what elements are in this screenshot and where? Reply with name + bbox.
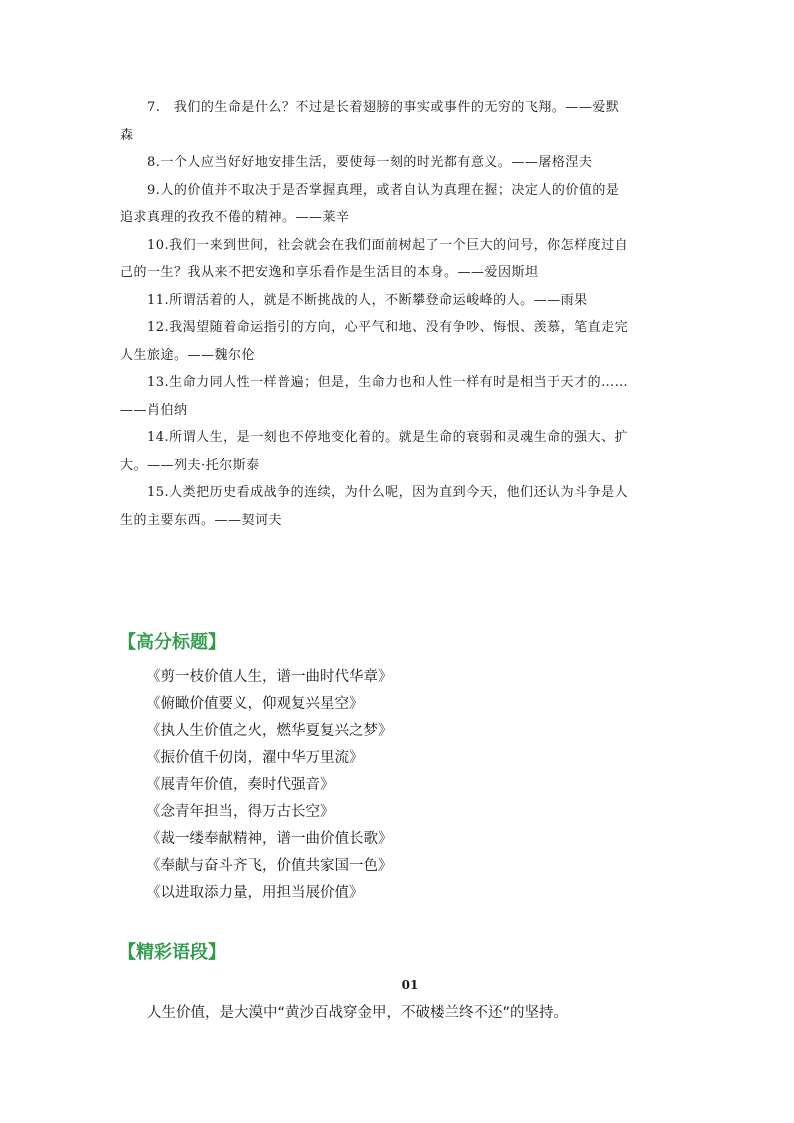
quote-list (120, 100, 680, 540)
title-item: 《剪一枝价值人生，谱一曲时代华章》 (146, 669, 393, 685)
title-item: 《以进取添力量，用担当展价值》 (146, 885, 364, 901)
section-heading-segments: 【精彩语段】 (118, 942, 226, 963)
quote-7-line-1: 7. 我们的生命是什么？不过是长着翅膀的事实或事件的无穷的飞翔。——爱默 (147, 100, 620, 115)
title-item: 《念青年担当，得万古长空》 (146, 804, 335, 820)
segment-number: 01 (401, 978, 419, 992)
quote-14-line-1: 14.所谓人生，是一刻也不停地变化着的。就是生命的衰弱和灵魂生命的强大、扩 (147, 430, 629, 445)
quote-13-line-2: ——肖伯纳 (120, 402, 188, 418)
title-item: 《执人生价值之火，燃华夏复兴之梦》 (146, 723, 393, 739)
quote-10-line-1: 10.我们一来到世间，社会就会在我们面前树起了一个巨大的问号，你怎样度过自 (147, 237, 629, 253)
quote-15-line-2: 生的主要东西。——契诃夫 (120, 512, 283, 528)
title-item: 《俯瞰价值要义，仰观复兴星空》 (146, 696, 364, 712)
quote-12-line-1: 12.我渴望随着命运指引的方向，心平气和地、没有争吵、悔恨、羡慕，笔直走完 (147, 320, 629, 335)
quote-11-line-1: 11.所谓活着的人，就是不断挑战的人，不断攀登命运峻峰的人。——雨果 (147, 292, 588, 308)
segment-paragraph: 人生价值，是大漠中“黄沙百战穿金甲，不破楼兰终不还”的坚持。 (147, 1005, 569, 1021)
quote-10-line-2: 己的一生？我从来不把安逸和享乐看作是生活目的本身。——爱因斯坦 (120, 265, 539, 280)
title-item: 《裁一缕奉献精神，谱一曲价值长歌》 (146, 831, 393, 847)
quote-12-line-2: 人生旅途。——魏尔伦 (120, 347, 256, 363)
title-list (146, 668, 393, 911)
section-heading-titles: 【高分标题】 (118, 632, 226, 653)
quote-14-line-2: 大。——列夫·托尔斯泰 (120, 457, 260, 473)
title-item: 《振价值千仞岗，濯中华万里流》 (146, 750, 364, 766)
quote-9-line-2: 追求真理的孜孜不倦的精神。——莱辛 (120, 210, 350, 225)
quote-8-line-1: 8.一个人应当好好地安排生活，要使每一刻的时光都有意义。——屠格涅夫 (147, 155, 593, 170)
title-item: 《奉献与奋斗齐飞，价值共家国一色》 (146, 858, 393, 874)
quote-15-line-1: 15.人类把历史看成战争的连续，为什么呢，因为直到今天，他们还认为斗争是人 (147, 485, 629, 500)
quote-9-line-1: 9.人的价值并不取决于是否掌握真理，或者自认为真理在握；决定人的价值的是 (147, 182, 620, 198)
title-item: 《展青年价值，奏时代强音》 (146, 777, 335, 793)
quote-13-line-1: 13.生命力同人性一样普遍；但是，生命力也和人性一样有时是相当于天才的…… (147, 375, 629, 390)
quote-7-line-2: 森 (120, 127, 134, 143)
